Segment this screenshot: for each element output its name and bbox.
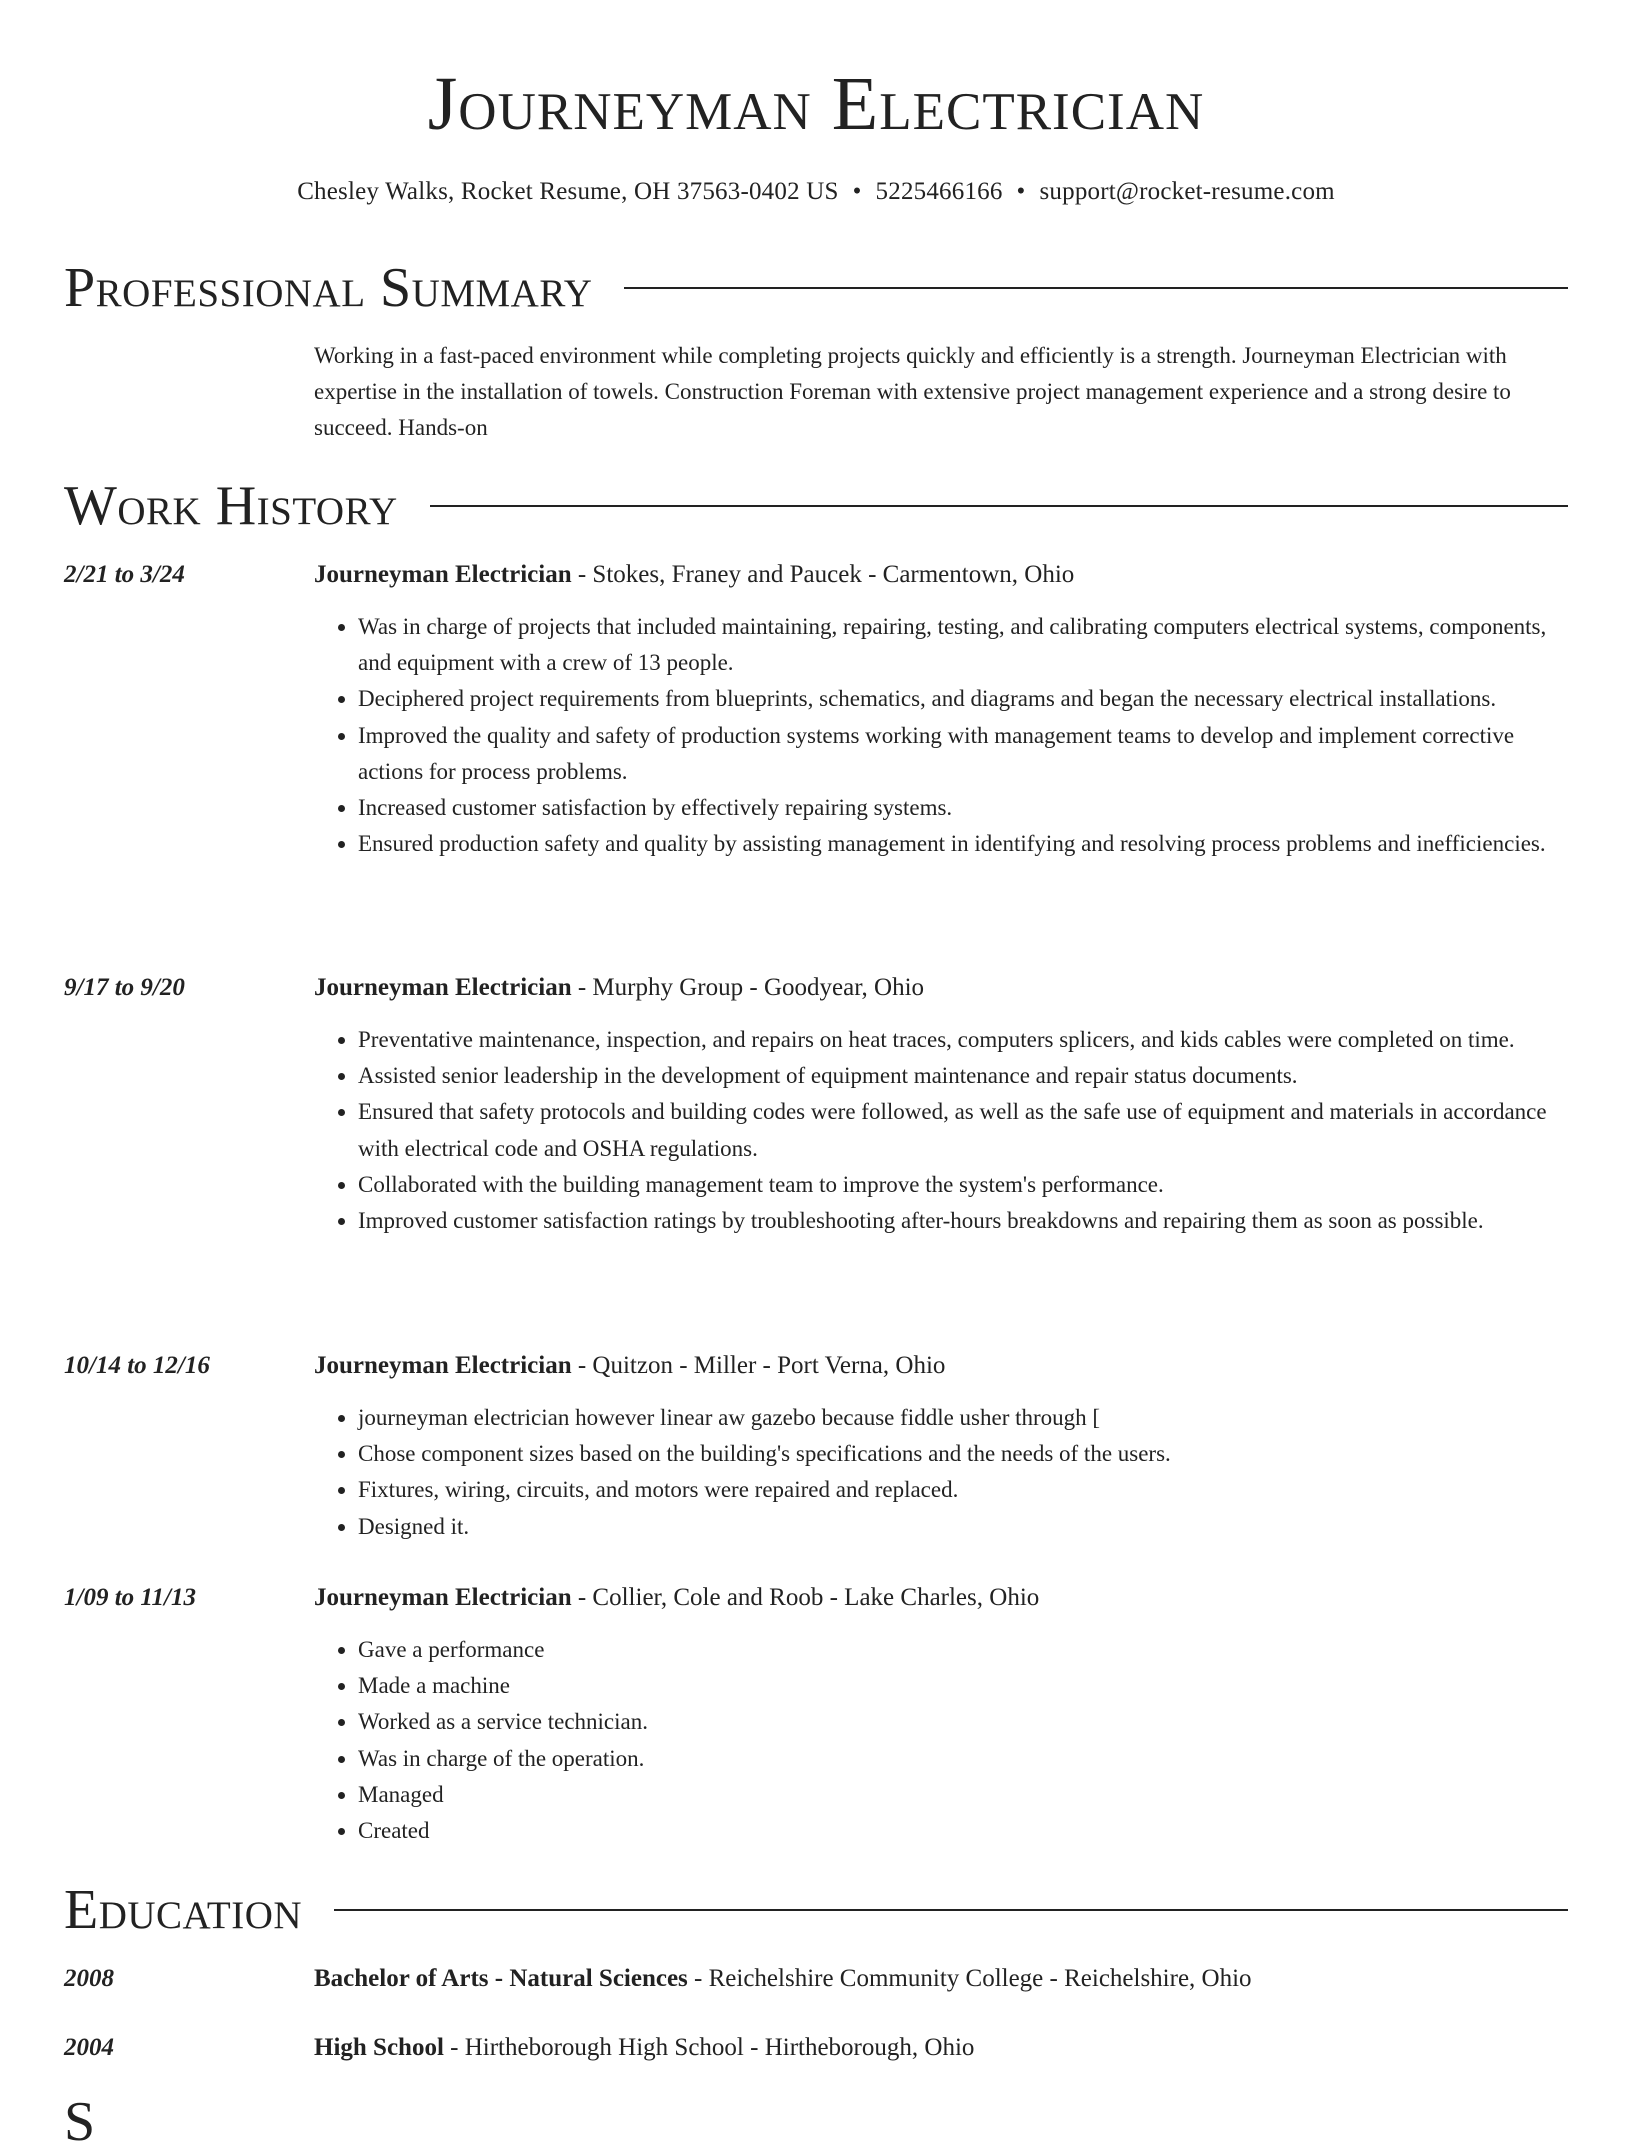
resume-name: Journeyman Electrician — [427, 62, 1205, 146]
job-bullet: • Chose component sizes based on the building's specifications and the needs of the users. — [358, 1436, 1568, 1472]
summary-section-header — [64, 256, 1568, 320]
job-bullet: • Designed it. — [358, 1509, 1568, 1545]
job-title-line — [314, 555, 1568, 595]
job-bullet: • Assisted senior leadership in the development of equipment maintenance and repair status documents. — [358, 1058, 1568, 1094]
job-details: - Stokes, Franey and Paucek - Carmentown, Ohio — [571, 561, 1075, 588]
job-bullet: • Deciphered project requirements from blueprints, schematics, and diagrams and began the necessary electrical installations. — [358, 681, 1568, 717]
job-title: Journeyman Electrician — [314, 561, 572, 588]
education-degree: Bachelor of Arts - Natural Sciences — [314, 1965, 688, 1992]
contact-line — [0, 172, 1632, 212]
education-heading: Education — [64, 1879, 303, 1941]
job-bullet: • Gave a performance — [358, 1632, 1568, 1668]
job-title-line — [314, 1578, 1568, 1618]
education-details: - Reichelshire Community College - Reichelshire, Ohio — [687, 1965, 1252, 1992]
job-bullet: • Preventative maintenance, inspection, and repairs on heat traces, computers splicers, and kids cables were completed on time. — [358, 1022, 1568, 1058]
job-details: - Collier, Cole and Roob - Lake Charles, Ohio — [571, 1584, 1040, 1611]
education-year: 2004 — [64, 2034, 114, 2061]
job-bullets — [314, 1400, 1568, 1545]
job-bullet: • Managed — [358, 1777, 1568, 1813]
job-dates: 10/14 to 12/16 — [64, 1352, 210, 1379]
section-divider — [334, 1909, 1568, 1911]
work-section-header — [64, 474, 1568, 538]
job-bullet: • Ensured production safety and quality by assisting management in identifying and resolving process problems and inefficiencies. — [358, 826, 1568, 862]
contact-separator: • — [1016, 178, 1026, 205]
education-section-header — [64, 1878, 1568, 1942]
job-title-line — [314, 1346, 1568, 1386]
job-bullet: • Created — [358, 1813, 1568, 1849]
job-title: Journeyman Electrician — [314, 974, 572, 1001]
job-title: Journeyman Electrician — [314, 1584, 572, 1611]
job-title: Journeyman Electrician — [314, 1352, 572, 1379]
summary-text: Working in a fast-paced environment while completing projects quickly and efficiently is a strength. Journeyman Electrician with expertise in the installation of towels. Construction Foreman with extensive project management experience and a strong desire to succeed. Hands-on — [314, 343, 1511, 440]
job-dates: 1/09 to 11/13 — [64, 1584, 196, 1611]
job-bullet: • Worked as a service technician. — [358, 1704, 1568, 1740]
education-details: - Hirtheborough High School - Hirtheborough, Ohio — [443, 2034, 975, 2061]
job-details: - Murphy Group - Goodyear, Ohio — [571, 974, 925, 1001]
job-bullet: • Was in charge of projects that included maintaining, repairing, testing, and calibrating computers electrical systems, components, and equipment with a crew of 13 people. — [358, 609, 1568, 681]
job-bullets — [314, 1022, 1568, 1239]
contact-phone: 5225466166 — [875, 178, 1003, 205]
job-bullet: • Collaborated with the building management team to improve the system's performance. — [358, 1167, 1568, 1203]
job-bullet: • Ensured that safety protocols and building codes were followed, as well as the safe use of equipment and materials in accordance with electrical code and OSHA regulations. — [358, 1094, 1568, 1166]
job-bullet: • journeyman electrician however linear aw gazebo because fiddle usher through [ — [358, 1400, 1568, 1436]
education-line — [314, 1959, 1568, 1999]
job-bullets — [314, 609, 1568, 862]
section-divider — [624, 287, 1568, 289]
job-bullet: • Increased customer satisfaction by effectively repairing systems. — [358, 790, 1568, 826]
section-divider — [430, 505, 1568, 507]
job-bullet: • Improved customer satisfaction ratings by troubleshooting after-hours breakdowns and repairing them as soon as possible. — [358, 1203, 1568, 1239]
job-dates: 9/17 to 9/20 — [64, 974, 185, 1001]
job-details: - Quitzon - Miller - Port Verna, Ohio — [571, 1352, 946, 1379]
contact-separator: • — [852, 178, 862, 205]
education-degree: High School — [314, 2034, 444, 2061]
education-year: 2008 — [64, 1965, 114, 1992]
job-bullet: • Improved the quality and safety of production systems working with management teams to develop and implement corrective actions for process problems. — [358, 718, 1568, 790]
job-bullets — [314, 1632, 1568, 1849]
contact-address: Chesley Walks, Rocket Resume, OH 37563-0402 US — [297, 178, 839, 205]
job-dates: 2/21 to 3/24 — [64, 561, 185, 588]
summary-heading: Professional Summary — [64, 257, 593, 319]
next-section-heading-cut-off: S — [64, 2091, 96, 2153]
work-heading: Work History — [64, 475, 398, 537]
job-bullet: • Made a machine — [358, 1668, 1568, 1704]
education-line — [314, 2028, 1568, 2068]
job-bullet: • Was in charge of the operation. — [358, 1741, 1568, 1777]
job-bullet: • Fixtures, wiring, circuits, and motors were repaired and replaced. — [358, 1472, 1568, 1508]
contact-email: support@rocket-resume.com — [1039, 178, 1335, 205]
job-title-line — [314, 968, 1568, 1008]
